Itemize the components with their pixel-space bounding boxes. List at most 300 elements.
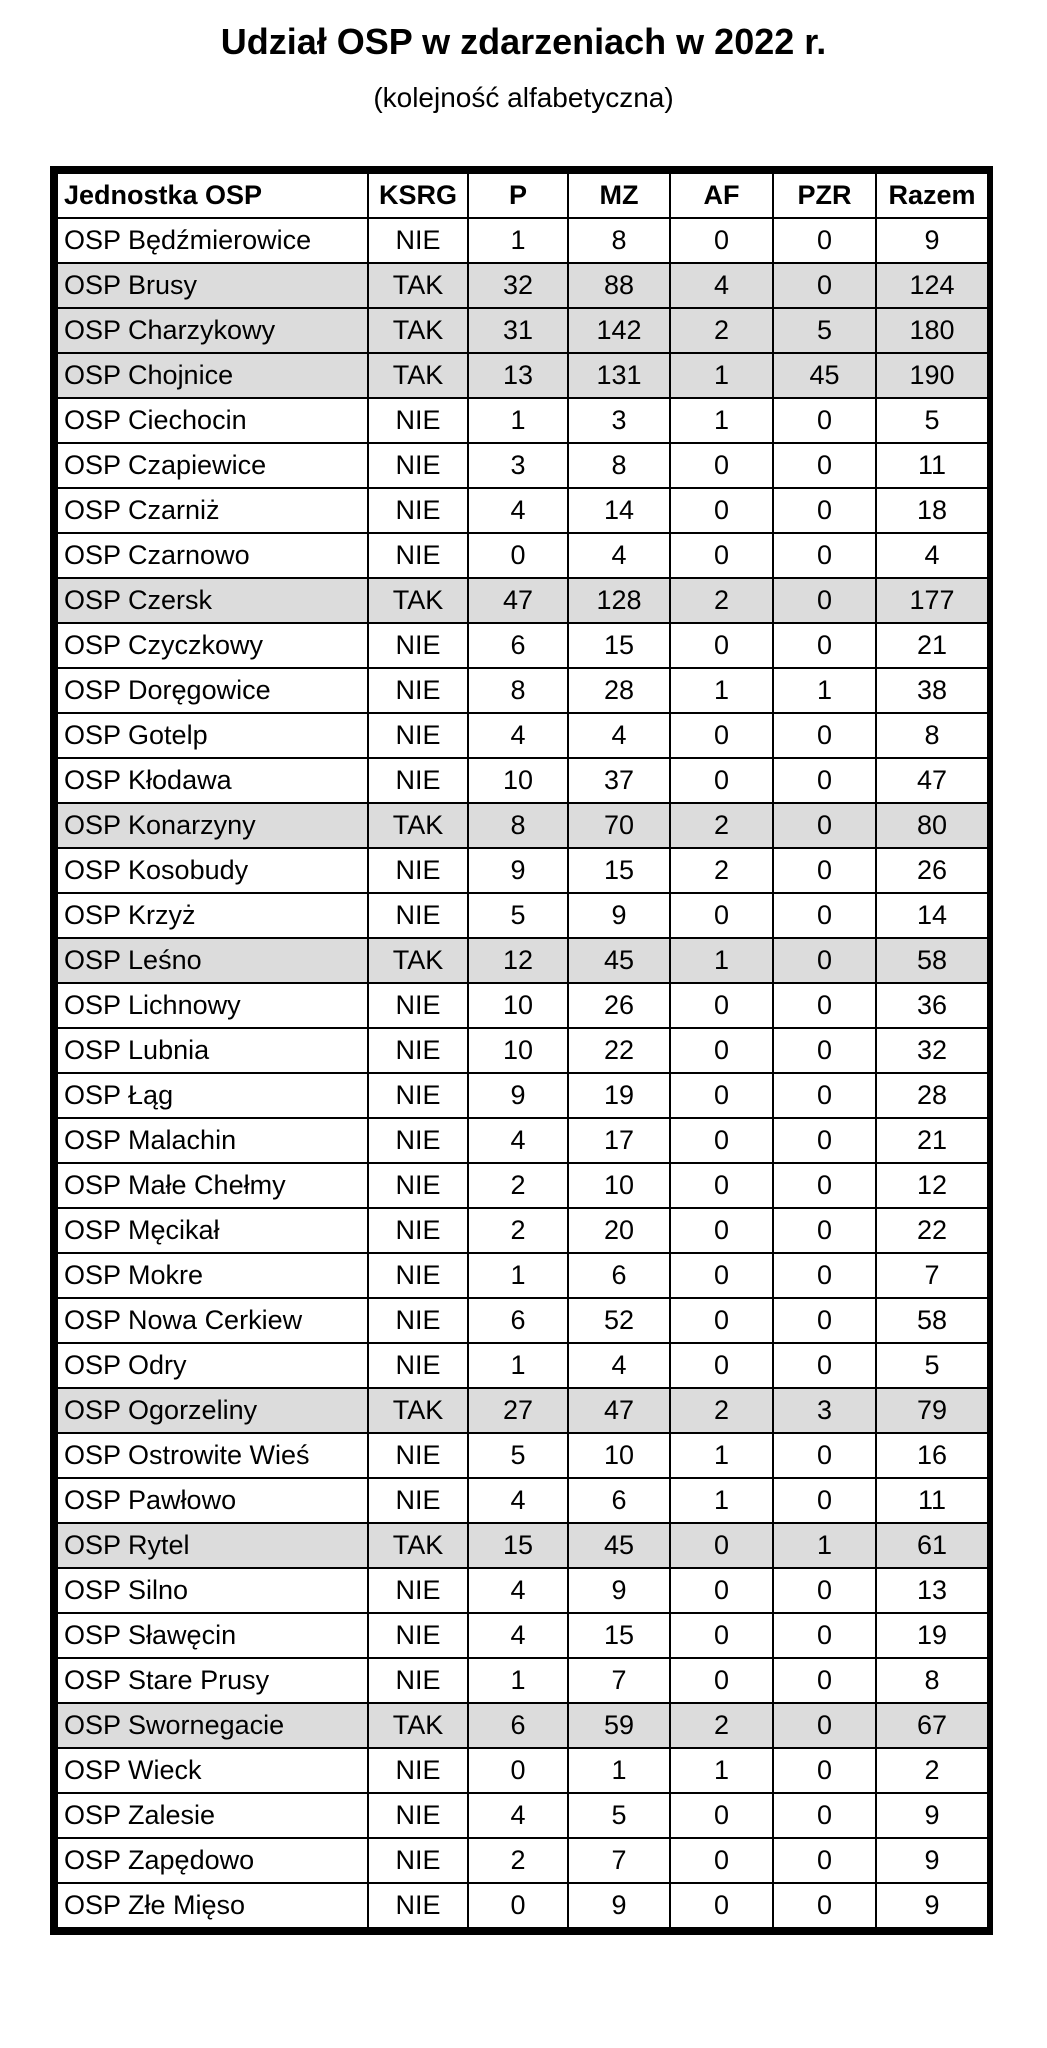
cell-jednostka: OSP Konarzyny — [57, 803, 368, 848]
header-af: AF — [670, 173, 773, 218]
cell-pzr: 0 — [773, 1118, 876, 1163]
table-row — [57, 758, 988, 803]
table-row — [57, 1478, 988, 1523]
cell-pzr: 0 — [773, 443, 876, 488]
cell-af: 1 — [670, 353, 773, 398]
cell-jednostka: OSP Wieck — [57, 1748, 368, 1793]
cell-mz: 22 — [568, 1028, 670, 1073]
cell-p: 1 — [468, 1343, 568, 1388]
osp-events-table — [56, 172, 989, 1929]
cell-af: 0 — [670, 1838, 773, 1883]
cell-af: 0 — [670, 1298, 773, 1343]
table-row — [57, 803, 988, 848]
table-row — [57, 263, 988, 308]
cell-razem: 124 — [876, 263, 988, 308]
cell-ksrg: NIE — [368, 1568, 468, 1613]
cell-af: 2 — [670, 578, 773, 623]
cell-pzr: 0 — [773, 218, 876, 263]
cell-ksrg: NIE — [368, 1748, 468, 1793]
cell-mz: 10 — [568, 1163, 670, 1208]
cell-jednostka: OSP Zalesie — [57, 1793, 368, 1838]
cell-p: 1 — [468, 1658, 568, 1703]
cell-ksrg: NIE — [368, 1073, 468, 1118]
cell-razem: 80 — [876, 803, 988, 848]
cell-jednostka: OSP Lichnowy — [57, 983, 368, 1028]
cell-p: 6 — [468, 1703, 568, 1748]
cell-mz: 5 — [568, 1793, 670, 1838]
cell-ksrg: NIE — [368, 488, 468, 533]
cell-jednostka: OSP Kosobudy — [57, 848, 368, 893]
cell-mz: 20 — [568, 1208, 670, 1253]
cell-razem: 2 — [876, 1748, 988, 1793]
cell-mz: 9 — [568, 1568, 670, 1613]
cell-jednostka: OSP Ciechocin — [57, 398, 368, 443]
cell-razem: 180 — [876, 308, 988, 353]
cell-ksrg: NIE — [368, 1343, 468, 1388]
cell-pzr: 0 — [773, 1163, 876, 1208]
table-row — [57, 1838, 988, 1883]
cell-jednostka: OSP Charzykowy — [57, 308, 368, 353]
cell-razem: 12 — [876, 1163, 988, 1208]
cell-mz: 6 — [568, 1253, 670, 1298]
cell-ksrg: NIE — [368, 1298, 468, 1343]
cell-ksrg: NIE — [368, 1208, 468, 1253]
cell-pzr: 0 — [773, 938, 876, 983]
cell-p: 6 — [468, 623, 568, 668]
cell-razem: 5 — [876, 1343, 988, 1388]
cell-pzr: 0 — [773, 1073, 876, 1118]
cell-ksrg: NIE — [368, 848, 468, 893]
table-row — [57, 1388, 988, 1433]
cell-af: 0 — [670, 1613, 773, 1658]
table-row — [57, 533, 988, 578]
cell-ksrg: NIE — [368, 983, 468, 1028]
table-row — [57, 1793, 988, 1838]
table-row — [57, 398, 988, 443]
cell-jednostka: OSP Swornegacie — [57, 1703, 368, 1748]
cell-jednostka: OSP Męcikał — [57, 1208, 368, 1253]
table-body — [57, 218, 988, 1928]
cell-jednostka: OSP Czapiewice — [57, 443, 368, 488]
cell-p: 1 — [468, 218, 568, 263]
cell-pzr: 0 — [773, 1793, 876, 1838]
cell-razem: 13 — [876, 1568, 988, 1613]
cell-mz: 131 — [568, 353, 670, 398]
cell-razem: 11 — [876, 1478, 988, 1523]
cell-razem: 32 — [876, 1028, 988, 1073]
cell-razem: 9 — [876, 218, 988, 263]
header-pzr: PZR — [773, 173, 876, 218]
cell-af: 0 — [670, 1118, 773, 1163]
cell-razem: 8 — [876, 713, 988, 758]
cell-pzr: 0 — [773, 983, 876, 1028]
table-row — [57, 1253, 988, 1298]
cell-ksrg: NIE — [368, 1793, 468, 1838]
cell-af: 0 — [670, 623, 773, 668]
cell-jednostka: OSP Kłodawa — [57, 758, 368, 803]
cell-ksrg: TAK — [368, 803, 468, 848]
cell-razem: 177 — [876, 578, 988, 623]
cell-ksrg: NIE — [368, 1163, 468, 1208]
cell-jednostka: OSP Doręgowice — [57, 668, 368, 713]
cell-af: 1 — [670, 398, 773, 443]
cell-ksrg: TAK — [368, 938, 468, 983]
cell-jednostka: OSP Ostrowite Wieś — [57, 1433, 368, 1478]
cell-pzr: 0 — [773, 1298, 876, 1343]
cell-mz: 88 — [568, 263, 670, 308]
cell-jednostka: OSP Leśno — [57, 938, 368, 983]
cell-ksrg: NIE — [368, 1433, 468, 1478]
cell-razem: 38 — [876, 668, 988, 713]
cell-p: 2 — [468, 1163, 568, 1208]
cell-af: 0 — [670, 1073, 773, 1118]
cell-mz: 15 — [568, 848, 670, 893]
table-row — [57, 308, 988, 353]
cell-ksrg: NIE — [368, 713, 468, 758]
cell-af: 0 — [670, 488, 773, 533]
cell-pzr: 45 — [773, 353, 876, 398]
table-row — [57, 713, 988, 758]
cell-razem: 5 — [876, 398, 988, 443]
cell-jednostka: OSP Czarnowo — [57, 533, 368, 578]
cell-af: 0 — [670, 893, 773, 938]
table-row — [57, 1748, 988, 1793]
page-subtitle: (kolejność alfabetyczna) — [373, 82, 674, 113]
table-row — [57, 1703, 988, 1748]
cell-ksrg: TAK — [368, 308, 468, 353]
table-row — [57, 578, 988, 623]
cell-jednostka: OSP Chojnice — [57, 353, 368, 398]
cell-af: 0 — [670, 713, 773, 758]
cell-razem: 26 — [876, 848, 988, 893]
cell-pzr: 0 — [773, 1343, 876, 1388]
cell-razem: 58 — [876, 1298, 988, 1343]
cell-razem: 7 — [876, 1253, 988, 1298]
cell-jednostka: OSP Mokre — [57, 1253, 368, 1298]
cell-jednostka: OSP Zapędowo — [57, 1838, 368, 1883]
cell-ksrg: NIE — [368, 668, 468, 713]
cell-pzr: 0 — [773, 1883, 876, 1928]
cell-razem: 14 — [876, 893, 988, 938]
cell-mz: 26 — [568, 983, 670, 1028]
cell-pzr: 1 — [773, 668, 876, 713]
cell-jednostka: OSP Silno — [57, 1568, 368, 1613]
cell-jednostka: OSP Pawłowo — [57, 1478, 368, 1523]
cell-p: 4 — [468, 1568, 568, 1613]
table-row — [57, 1568, 988, 1613]
cell-razem: 18 — [876, 488, 988, 533]
cell-af: 4 — [670, 263, 773, 308]
table-row — [57, 668, 988, 713]
cell-jednostka: OSP Ogorzeliny — [57, 1388, 368, 1433]
cell-ksrg: TAK — [368, 578, 468, 623]
cell-mz: 128 — [568, 578, 670, 623]
cell-af: 0 — [670, 1568, 773, 1613]
cell-mz: 19 — [568, 1073, 670, 1118]
cell-razem: 21 — [876, 1118, 988, 1163]
cell-p: 1 — [468, 1253, 568, 1298]
cell-p: 8 — [468, 803, 568, 848]
cell-pzr: 0 — [773, 713, 876, 758]
cell-razem: 47 — [876, 758, 988, 803]
cell-mz: 45 — [568, 938, 670, 983]
cell-mz: 37 — [568, 758, 670, 803]
osp-table-container — [50, 166, 993, 1935]
table-row — [57, 623, 988, 668]
cell-mz: 4 — [568, 533, 670, 578]
cell-p: 6 — [468, 1298, 568, 1343]
cell-pzr: 0 — [773, 1253, 876, 1298]
cell-pzr: 0 — [773, 1748, 876, 1793]
cell-af: 0 — [670, 1208, 773, 1253]
cell-jednostka: OSP Stare Prusy — [57, 1658, 368, 1703]
cell-mz: 17 — [568, 1118, 670, 1163]
cell-mz: 7 — [568, 1838, 670, 1883]
cell-af: 0 — [670, 1793, 773, 1838]
cell-mz: 1 — [568, 1748, 670, 1793]
cell-pzr: 1 — [773, 1523, 876, 1568]
cell-p: 12 — [468, 938, 568, 983]
table-row — [57, 218, 988, 263]
cell-mz: 70 — [568, 803, 670, 848]
cell-razem: 36 — [876, 983, 988, 1028]
cell-pzr: 0 — [773, 263, 876, 308]
cell-af: 0 — [670, 1163, 773, 1208]
cell-mz: 7 — [568, 1658, 670, 1703]
cell-af: 1 — [670, 1433, 773, 1478]
cell-jednostka: OSP Rytel — [57, 1523, 368, 1568]
cell-mz: 9 — [568, 1883, 670, 1928]
cell-razem: 11 — [876, 443, 988, 488]
cell-p: 4 — [468, 713, 568, 758]
table-row — [57, 1613, 988, 1658]
table-row — [57, 1073, 988, 1118]
cell-jednostka: OSP Sławęcin — [57, 1613, 368, 1658]
cell-pzr: 0 — [773, 1613, 876, 1658]
cell-mz: 9 — [568, 893, 670, 938]
cell-pzr: 0 — [773, 1838, 876, 1883]
table-row — [57, 848, 988, 893]
cell-af: 1 — [670, 1478, 773, 1523]
cell-ksrg: TAK — [368, 1703, 468, 1748]
cell-mz: 45 — [568, 1523, 670, 1568]
cell-pzr: 0 — [773, 578, 876, 623]
cell-p: 31 — [468, 308, 568, 353]
cell-pzr: 3 — [773, 1388, 876, 1433]
cell-pzr: 0 — [773, 623, 876, 668]
cell-af: 0 — [670, 443, 773, 488]
header-ksrg: KSRG — [368, 173, 468, 218]
page-title: Udział OSP w zdarzeniach w 2022 r. — [220, 21, 827, 62]
cell-mz: 4 — [568, 1343, 670, 1388]
cell-ksrg: NIE — [368, 1118, 468, 1163]
cell-jednostka: OSP Brusy — [57, 263, 368, 308]
header-razem: Razem — [876, 173, 988, 218]
cell-pzr: 0 — [773, 1028, 876, 1073]
header-mz: MZ — [568, 173, 670, 218]
cell-razem: 58 — [876, 938, 988, 983]
cell-p: 8 — [468, 668, 568, 713]
cell-af: 1 — [670, 1748, 773, 1793]
cell-mz: 15 — [568, 623, 670, 668]
cell-af: 0 — [670, 1343, 773, 1388]
cell-razem: 79 — [876, 1388, 988, 1433]
cell-af: 0 — [670, 218, 773, 263]
table-row — [57, 1118, 988, 1163]
cell-p: 0 — [468, 1748, 568, 1793]
table-row — [57, 1028, 988, 1073]
cell-af: 2 — [670, 308, 773, 353]
table-row — [57, 353, 988, 398]
cell-ksrg: TAK — [368, 263, 468, 308]
cell-ksrg: NIE — [368, 1838, 468, 1883]
cell-jednostka: OSP Krzyż — [57, 893, 368, 938]
cell-razem: 8 — [876, 1658, 988, 1703]
cell-mz: 52 — [568, 1298, 670, 1343]
cell-p: 10 — [468, 983, 568, 1028]
cell-ksrg: NIE — [368, 893, 468, 938]
cell-af: 2 — [670, 1388, 773, 1433]
cell-jednostka: OSP Czarniż — [57, 488, 368, 533]
table-row — [57, 1658, 988, 1703]
cell-p: 27 — [468, 1388, 568, 1433]
cell-pzr: 0 — [773, 848, 876, 893]
cell-p: 4 — [468, 1478, 568, 1523]
cell-ksrg: NIE — [368, 398, 468, 443]
cell-mz: 142 — [568, 308, 670, 353]
cell-pzr: 0 — [773, 893, 876, 938]
table-row — [57, 1433, 988, 1478]
cell-ksrg: NIE — [368, 533, 468, 578]
cell-af: 0 — [670, 1658, 773, 1703]
table-row — [57, 488, 988, 533]
cell-pzr: 0 — [773, 1703, 876, 1748]
cell-mz: 4 — [568, 713, 670, 758]
table-row — [57, 1883, 988, 1928]
cell-p: 0 — [468, 533, 568, 578]
cell-pzr: 0 — [773, 1568, 876, 1613]
cell-mz: 8 — [568, 443, 670, 488]
cell-p: 10 — [468, 1028, 568, 1073]
cell-ksrg: NIE — [368, 623, 468, 668]
cell-mz: 14 — [568, 488, 670, 533]
cell-ksrg: NIE — [368, 1883, 468, 1928]
cell-p: 9 — [468, 1073, 568, 1118]
cell-p: 9 — [468, 848, 568, 893]
cell-razem: 61 — [876, 1523, 988, 1568]
cell-jednostka: OSP Będźmierowice — [57, 218, 368, 263]
table-row — [57, 1523, 988, 1568]
cell-af: 2 — [670, 1703, 773, 1748]
cell-af: 0 — [670, 758, 773, 803]
cell-ksrg: NIE — [368, 1658, 468, 1703]
cell-pzr: 0 — [773, 1658, 876, 1703]
cell-p: 4 — [468, 1793, 568, 1838]
cell-ksrg: NIE — [368, 758, 468, 803]
cell-pzr: 0 — [773, 1433, 876, 1478]
cell-razem: 9 — [876, 1883, 988, 1928]
cell-pzr: 0 — [773, 803, 876, 848]
cell-p: 2 — [468, 1838, 568, 1883]
table-row — [57, 938, 988, 983]
cell-ksrg: NIE — [368, 1028, 468, 1073]
cell-razem: 67 — [876, 1703, 988, 1748]
cell-pzr: 0 — [773, 758, 876, 803]
cell-p: 0 — [468, 1883, 568, 1928]
table-row — [57, 983, 988, 1028]
cell-pzr: 0 — [773, 1478, 876, 1523]
cell-razem: 4 — [876, 533, 988, 578]
cell-razem: 9 — [876, 1838, 988, 1883]
cell-af: 2 — [670, 848, 773, 893]
cell-jednostka: OSP Małe Chełmy — [57, 1163, 368, 1208]
cell-ksrg: TAK — [368, 1523, 468, 1568]
header-jednostka: Jednostka OSP — [57, 173, 368, 218]
cell-p: 4 — [468, 488, 568, 533]
cell-jednostka: OSP Nowa Cerkiew — [57, 1298, 368, 1343]
cell-pzr: 5 — [773, 308, 876, 353]
cell-af: 0 — [670, 533, 773, 578]
cell-af: 0 — [670, 983, 773, 1028]
cell-mz: 15 — [568, 1613, 670, 1658]
cell-pzr: 0 — [773, 488, 876, 533]
cell-ksrg: NIE — [368, 218, 468, 263]
cell-razem: 22 — [876, 1208, 988, 1253]
cell-p: 5 — [468, 893, 568, 938]
cell-pzr: 0 — [773, 533, 876, 578]
table-row — [57, 1208, 988, 1253]
cell-p: 10 — [468, 758, 568, 803]
cell-jednostka: OSP Odry — [57, 1343, 368, 1388]
table-row — [57, 893, 988, 938]
cell-af: 0 — [670, 1253, 773, 1298]
cell-mz: 10 — [568, 1433, 670, 1478]
cell-jednostka: OSP Złe Mięso — [57, 1883, 368, 1928]
cell-mz: 59 — [568, 1703, 670, 1748]
cell-ksrg: NIE — [368, 1613, 468, 1658]
cell-p: 15 — [468, 1523, 568, 1568]
cell-p: 5 — [468, 1433, 568, 1478]
header-p: P — [468, 173, 568, 218]
cell-p: 13 — [468, 353, 568, 398]
cell-ksrg: TAK — [368, 353, 468, 398]
cell-jednostka: OSP Lubnia — [57, 1028, 368, 1073]
cell-razem: 9 — [876, 1793, 988, 1838]
cell-af: 0 — [670, 1028, 773, 1073]
cell-jednostka: OSP Malachin — [57, 1118, 368, 1163]
cell-jednostka: OSP Gotelp — [57, 713, 368, 758]
cell-p: 47 — [468, 578, 568, 623]
cell-pzr: 0 — [773, 1208, 876, 1253]
cell-jednostka: OSP Łąg — [57, 1073, 368, 1118]
cell-p: 1 — [468, 398, 568, 443]
cell-af: 1 — [670, 938, 773, 983]
cell-af: 1 — [670, 668, 773, 713]
table-header-row — [57, 173, 988, 218]
cell-p: 2 — [468, 1208, 568, 1253]
cell-razem: 19 — [876, 1613, 988, 1658]
cell-razem: 16 — [876, 1433, 988, 1478]
cell-ksrg: NIE — [368, 1478, 468, 1523]
cell-mz: 8 — [568, 218, 670, 263]
cell-p: 4 — [468, 1118, 568, 1163]
cell-af: 2 — [670, 803, 773, 848]
cell-p: 3 — [468, 443, 568, 488]
cell-p: 32 — [468, 263, 568, 308]
cell-af: 0 — [670, 1523, 773, 1568]
cell-razem: 190 — [876, 353, 988, 398]
cell-pzr: 0 — [773, 398, 876, 443]
